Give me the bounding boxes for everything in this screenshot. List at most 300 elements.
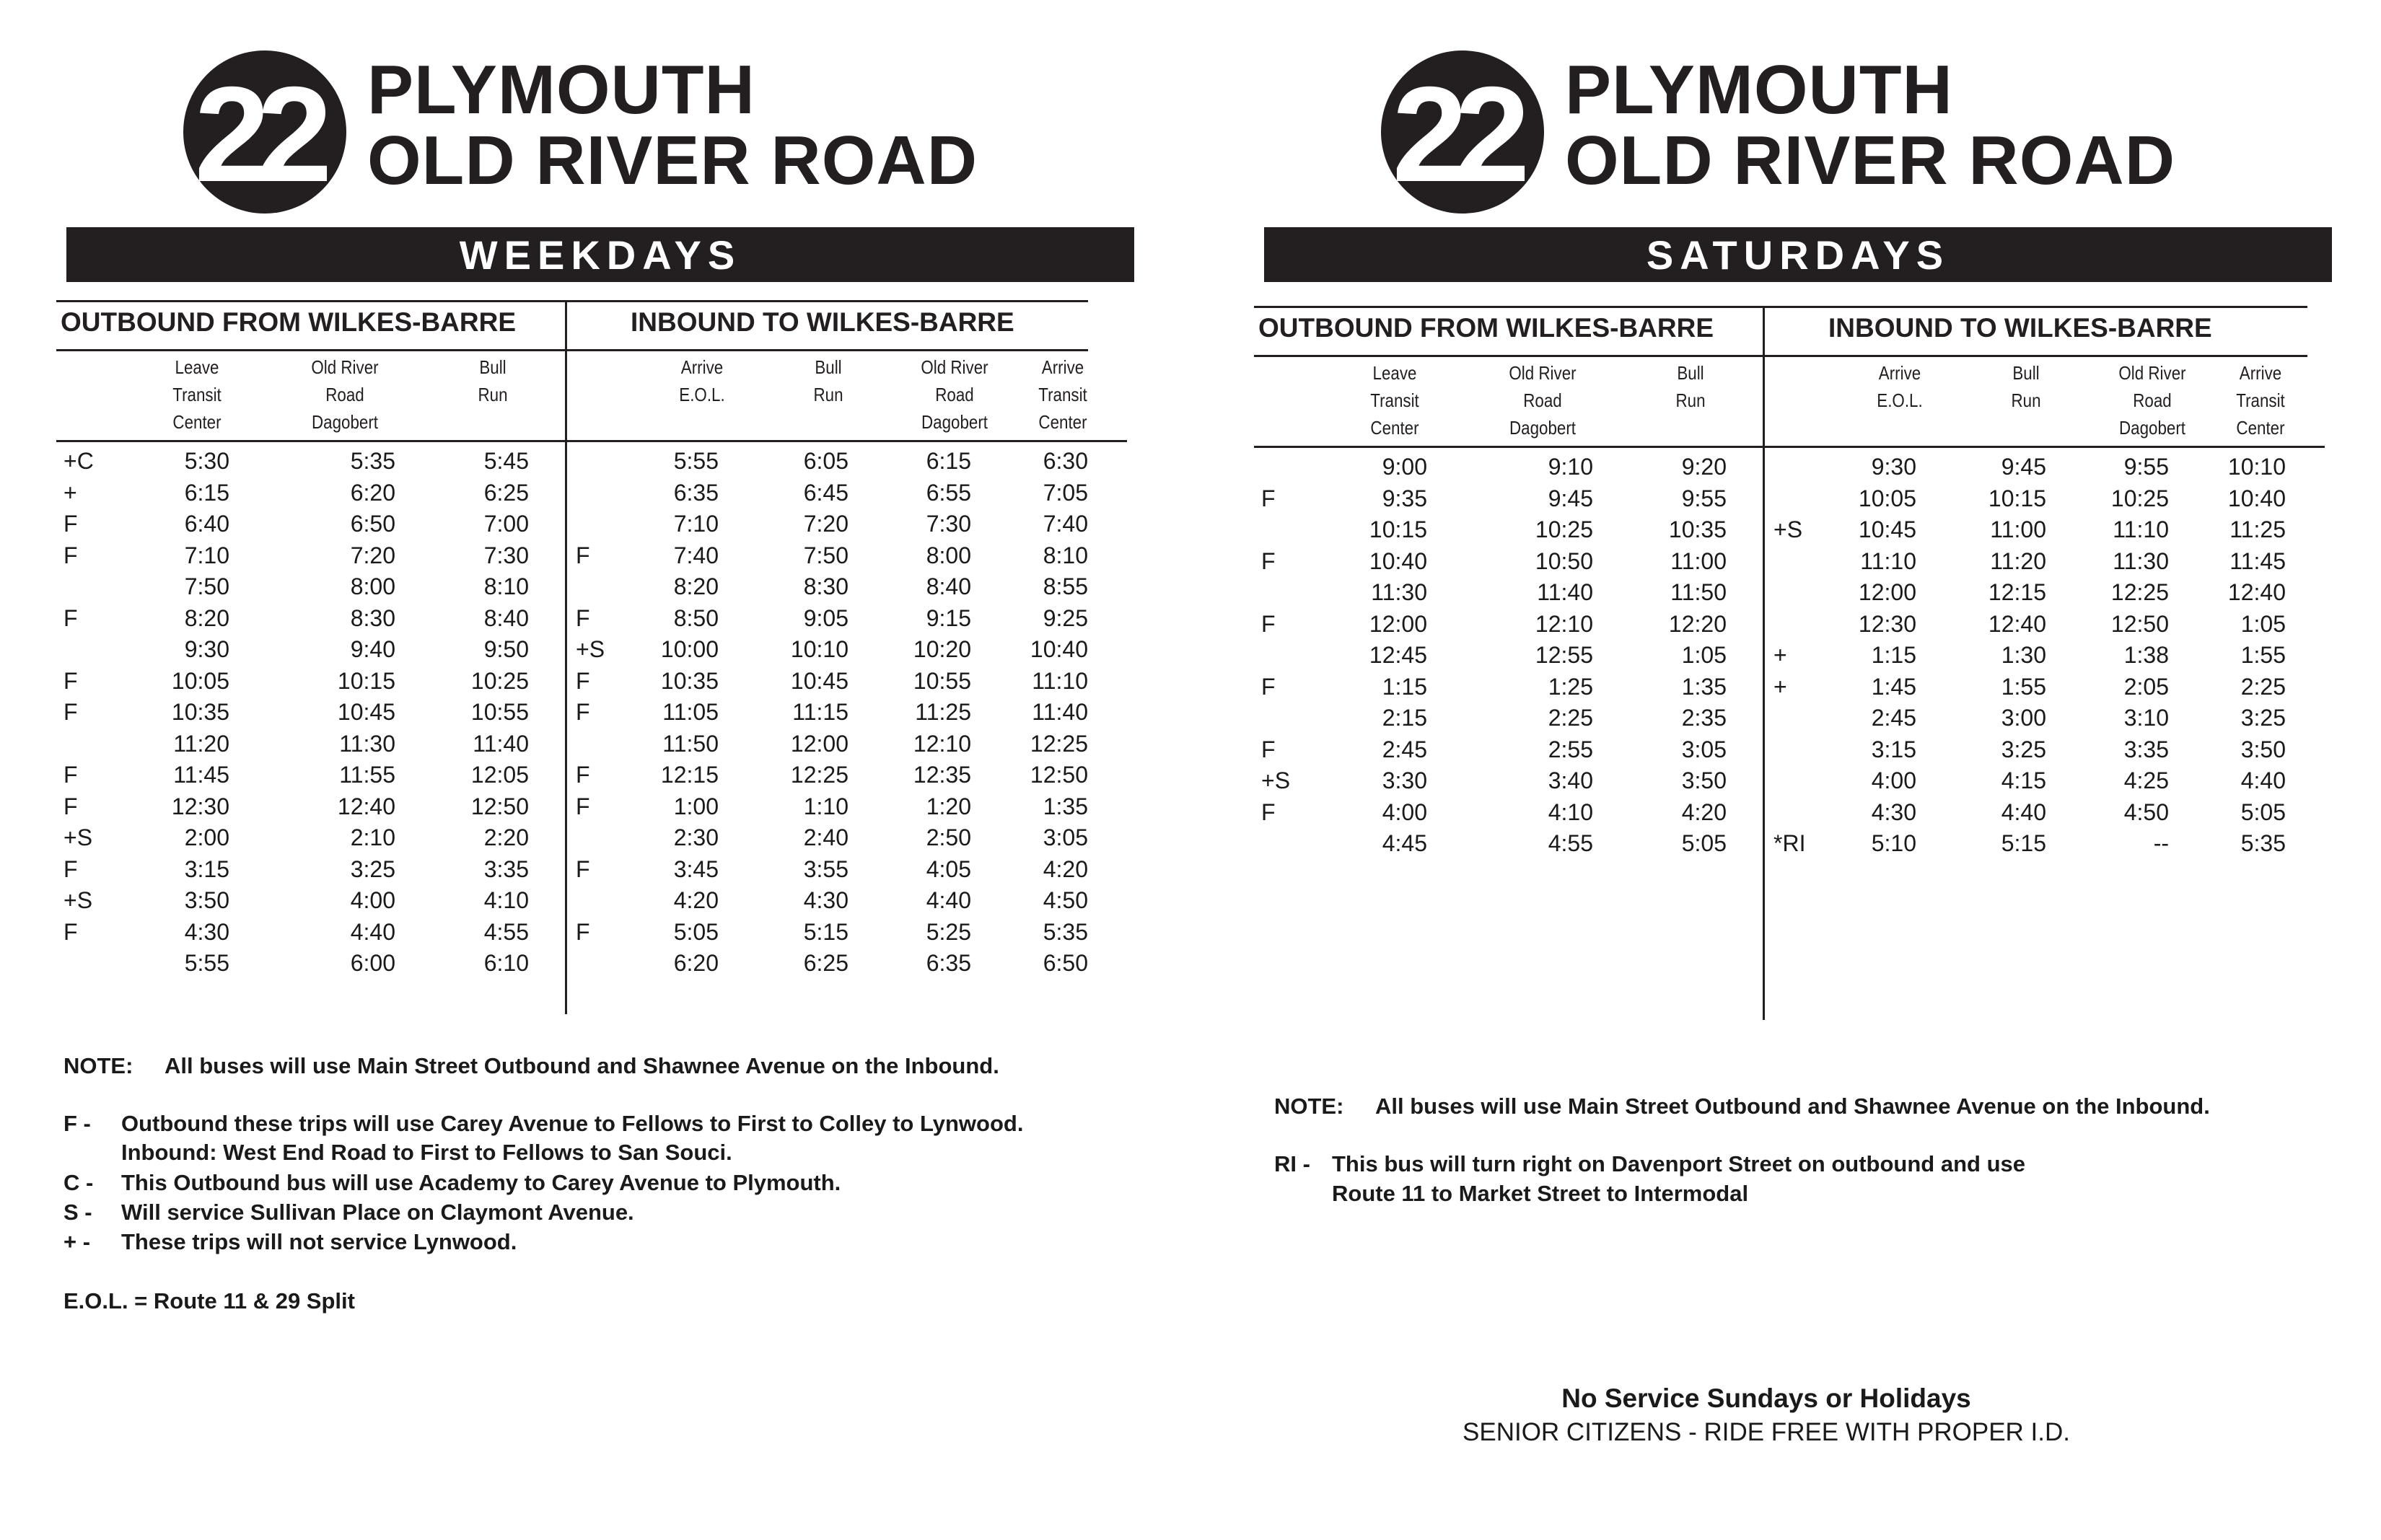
saturdays-panel: [1258, 0, 2358, 1540]
outbound-time: 10:55: [470, 699, 529, 725]
inbound-time: 6:25: [803, 950, 849, 976]
outbound-trip-code: F: [1261, 798, 1276, 825]
outbound-trip-code: F: [63, 918, 78, 945]
outbound-title: OUTBOUND FROM WILKES-BARRE: [61, 307, 517, 337]
note-text: This bus will turn right on Davenport Street on outbound and use: [1332, 1151, 2025, 1176]
inbound-trip-code: F: [576, 604, 590, 631]
inbound-time: 8:40: [926, 573, 971, 599]
inbound-trip-code: +S: [1773, 516, 1803, 542]
outbound-time: 2:20: [483, 824, 529, 850]
inbound-time: 5:55: [673, 448, 719, 474]
inbound-time: 6:45: [803, 479, 849, 506]
table-row: [56, 668, 1139, 700]
outbound-time: 10:25: [470, 667, 529, 694]
outbound-time: 11:40: [1537, 579, 1593, 605]
table-row: [1254, 736, 2336, 768]
inbound-trip-code: F: [576, 542, 590, 568]
table-row: [1254, 705, 2336, 736]
col-head-old-river-road: Old River Road Dagobert: [311, 356, 379, 433]
inbound-time: 4:30: [1871, 798, 1916, 825]
inbound-time: 6:30: [1043, 448, 1088, 474]
outbound-time: 2:45: [1382, 736, 1427, 762]
note-label: F -: [63, 1111, 91, 1136]
outbound-time: 8:40: [483, 604, 529, 631]
note-text: Will service Sullivan Place on Claymont Avenue.: [121, 1200, 634, 1225]
outbound-time: 4:00: [350, 887, 395, 913]
outbound-time: 11:20: [173, 730, 229, 757]
inbound-time: 1:15: [1871, 642, 1916, 668]
outbound-time: 2:15: [1382, 705, 1427, 731]
table-row: [56, 448, 1139, 480]
inbound-time: 3:15: [1871, 736, 1916, 762]
inbound-time: 8:10: [1043, 542, 1088, 568]
inbound-time: 10:15: [1988, 485, 2046, 511]
outbound-time: 11:30: [1371, 579, 1427, 605]
note-label: RI -: [1274, 1151, 1310, 1176]
outbound-time: 7:10: [184, 542, 229, 568]
inbound-time: 6:20: [673, 950, 719, 976]
inbound-trip-code: F: [576, 762, 590, 788]
inbound-time: 4:15: [2001, 767, 2046, 793]
inbound-time: 4:40: [926, 887, 971, 913]
route-name-line2: OLD RIVER ROAD: [367, 122, 978, 199]
inbound-time: 12:40: [1988, 610, 2046, 637]
inbound-time: 12:30: [1858, 610, 1916, 637]
outbound-time: 8:00: [350, 573, 395, 599]
route-number-badge: 22: [183, 50, 346, 214]
outbound-time: 12:40: [337, 793, 395, 819]
inbound-time: 10:05: [1858, 485, 1916, 511]
inbound-time: 1:10: [803, 793, 849, 819]
top-rule: [56, 300, 1088, 302]
no-service-notice: No Service Sundays or Holidays: [1561, 1383, 1971, 1413]
note-text: Outbound these trips will use Carey Avenue to Fellows to First to Colley to Lynwood.: [121, 1111, 1024, 1136]
inbound-time: 10:45: [1858, 516, 1916, 542]
inbound-time: 12:50: [1030, 762, 1088, 788]
inbound-time: 11:10: [1860, 547, 1916, 574]
inbound-time: 10:00: [660, 636, 719, 662]
inbound-time: 5:35: [2240, 830, 2286, 856]
inbound-time: 10:40: [1030, 636, 1088, 662]
outbound-time: 9:30: [184, 636, 229, 662]
note-label: C -: [63, 1170, 94, 1195]
outbound-time: 10:40: [1369, 547, 1427, 574]
outbound-time: 4:20: [1681, 798, 1727, 825]
outbound-time: 12:10: [1535, 610, 1593, 637]
col-head-leave-transit: Leave Transit Center: [1370, 362, 1419, 439]
outbound-trip-code: +: [63, 479, 77, 506]
inbound-time: 6:55: [926, 479, 971, 506]
outbound-trip-code: F: [1261, 610, 1276, 637]
inbound-trip-code: +: [1773, 642, 1787, 668]
inbound-time: 11:20: [1990, 547, 2046, 574]
note-label: NOTE:: [63, 1053, 133, 1078]
table-row: [56, 511, 1139, 542]
outbound-time: 12:45: [1369, 642, 1427, 668]
inbound-time: 10:45: [790, 667, 849, 694]
inbound-time: 4:30: [803, 887, 849, 913]
table-row: [1254, 548, 2336, 580]
inbound-trip-code: F: [576, 793, 590, 819]
outbound-time: 12:55: [1535, 642, 1593, 668]
column-header-rule: [1254, 446, 2325, 448]
inbound-time: 11:00: [1990, 516, 2046, 542]
outbound-time: 2:25: [1548, 705, 1593, 731]
inbound-time: 4:50: [2123, 798, 2169, 825]
outbound-time: 3:15: [184, 855, 229, 882]
inbound-time: 12:50: [2110, 610, 2169, 637]
inbound-time: 2:05: [2123, 673, 2169, 700]
outbound-time: 2:10: [350, 824, 395, 850]
note-text: These trips will not service Lynwood.: [121, 1229, 517, 1254]
inbound-time: 9:55: [2123, 454, 2169, 480]
outbound-time: 4:10: [1548, 798, 1593, 825]
inbound-time: 8:55: [1043, 573, 1088, 599]
inbound-time: 11:25: [915, 699, 971, 725]
col-head-old-river-road: Old River Road Dagobert: [1509, 362, 1577, 439]
outbound-time: 7:50: [184, 573, 229, 599]
inbound-trip-code: +: [1773, 673, 1787, 700]
inbound-time: 12:00: [1858, 579, 1916, 605]
note-text: Route 11 to Market Street to Intermodal: [1332, 1181, 1749, 1206]
weekdays-schedule-table: [56, 300, 1139, 1021]
note-label: S -: [63, 1200, 92, 1225]
outbound-time: 9:50: [483, 636, 529, 662]
inbound-time: 5:05: [673, 918, 719, 945]
inbound-time: 7:05: [1043, 479, 1088, 506]
col-head-old-river-road-in: Old River Road Dagobert: [921, 356, 988, 433]
outbound-trip-code: F: [63, 667, 78, 694]
outbound-time: 5:30: [184, 448, 229, 474]
inbound-time: 3:55: [803, 855, 849, 882]
outbound-time: 4:55: [1548, 830, 1593, 856]
outbound-time: 6:40: [184, 511, 229, 537]
outbound-time: 5:55: [184, 950, 229, 976]
outbound-time: 7:00: [483, 511, 529, 537]
outbound-time: 12:30: [171, 793, 229, 819]
inbound-trip-code: F: [576, 918, 590, 945]
outbound-trip-code: +C: [63, 448, 94, 474]
inbound-time: 10:35: [660, 667, 719, 694]
outbound-trip-code: F: [1261, 485, 1276, 511]
outbound-time: 12:05: [470, 762, 529, 788]
inbound-time: 11:10: [1032, 667, 1088, 694]
outbound-time: 4:55: [483, 918, 529, 945]
inbound-trip-code: *RI: [1773, 830, 1806, 856]
inbound-time: 4:20: [1043, 855, 1088, 882]
outbound-time: 10:05: [171, 667, 229, 694]
inbound-time: 6:35: [926, 950, 971, 976]
outbound-title: OUTBOUND FROM WILKES-BARRE: [1258, 313, 1714, 343]
inbound-trip-code: F: [576, 667, 590, 694]
outbound-time: 6:25: [483, 479, 529, 506]
inbound-time: 4:05: [926, 855, 971, 882]
inbound-time: 11:05: [662, 699, 719, 725]
outbound-time: 11:30: [339, 730, 395, 757]
route-number-badge: 22: [1381, 50, 1544, 214]
outbound-trip-code: +S: [63, 824, 93, 850]
inbound-time: 6:05: [803, 448, 849, 474]
outbound-trip-code: F: [63, 604, 78, 631]
inbound-time: 1:55: [2240, 642, 2286, 668]
inbound-time: 1:35: [1043, 793, 1088, 819]
inbound-time: 11:40: [1032, 699, 1088, 725]
table-row: [1254, 830, 2336, 862]
col-head-bull-run: Bull Run: [1675, 362, 1706, 411]
saturdays-footer: [1297, 1383, 2235, 1447]
route-header: [1381, 48, 2247, 214]
inbound-header-rule: [567, 349, 1088, 351]
table-row: [1254, 642, 2336, 674]
outbound-time: 10:15: [337, 667, 395, 694]
outbound-time: 7:30: [483, 542, 529, 568]
col-head-bull-run-in: Bull Run: [813, 356, 843, 405]
outbound-trip-code: +S: [63, 887, 93, 913]
route-name-line1: PLYMOUTH: [367, 51, 755, 128]
route-name-line2: OLD RIVER ROAD: [1565, 122, 2176, 199]
saturdays-schedule-table: [1254, 306, 2336, 1027]
table-row: [1254, 516, 2336, 548]
outbound-time: 2:00: [184, 824, 229, 850]
note-label: NOTE:: [1274, 1094, 1344, 1119]
inbound-time: 4:00: [1871, 767, 1916, 793]
inbound-time: 11:25: [2229, 516, 2286, 542]
inbound-time: 12:00: [790, 730, 849, 757]
inbound-time: 3:25: [2001, 736, 2046, 762]
col-head-bull-run: Bull Run: [478, 356, 508, 405]
inbound-time: 12:25: [1030, 730, 1088, 757]
outbound-time: 3:50: [1681, 767, 1727, 793]
outbound-time: 4:10: [483, 887, 529, 913]
inbound-time: 11:15: [792, 699, 849, 725]
outbound-time: 5:35: [350, 448, 395, 474]
outbound-time: 11:45: [173, 762, 229, 788]
inbound-time: 1:00: [673, 793, 719, 819]
outbound-time: 10:35: [171, 699, 229, 725]
outbound-time: 5:45: [483, 448, 529, 474]
table-row: [1254, 767, 2336, 799]
outbound-time: 9:00: [1382, 454, 1427, 480]
inbound-time: 7:40: [1043, 511, 1088, 537]
outbound-time: 5:05: [1681, 830, 1727, 856]
inbound-time: 3:50: [2240, 736, 2286, 762]
col-head-arrive-transit: Arrive Transit Center: [2236, 362, 2285, 439]
inbound-time: 5:05: [2240, 798, 2286, 825]
outbound-trip-code: F: [63, 542, 78, 568]
inbound-title: INBOUND TO WILKES-BARRE: [631, 307, 1014, 337]
outbound-trip-code: +S: [1261, 767, 1291, 793]
col-head-arrive-eol: Arrive E.O.L.: [1877, 362, 1923, 411]
inbound-time: 1:30: [2001, 642, 2046, 668]
inbound-time: 1:05: [2240, 610, 2286, 637]
outbound-time: 10:15: [1369, 516, 1427, 542]
outbound-trip-code: F: [63, 762, 78, 788]
route-name: [1565, 51, 2176, 199]
outbound-time: 11:00: [1670, 547, 1727, 574]
inbound-time: 11:10: [2113, 516, 2169, 542]
table-row: [56, 856, 1139, 888]
table-row: [1254, 611, 2336, 643]
table-row: [56, 950, 1139, 982]
outbound-time: 10:35: [1668, 516, 1727, 542]
outbound-time: 9:45: [1548, 485, 1593, 511]
inbound-time: 4:40: [2240, 767, 2286, 793]
inbound-time: 11:50: [662, 730, 719, 757]
outbound-time: 3:30: [1382, 767, 1427, 793]
inbound-time: 5:25: [926, 918, 971, 945]
inbound-time: 8:50: [673, 604, 719, 631]
inbound-time: 3:35: [2123, 736, 2169, 762]
outbound-time: 8:20: [184, 604, 229, 631]
col-head-bull-run-in: Bull Run: [2011, 362, 2041, 411]
inbound-time: 5:35: [1043, 918, 1088, 945]
table-row: [56, 793, 1139, 825]
inbound-time: 7:10: [673, 511, 719, 537]
table-row: [1254, 485, 2336, 517]
inbound-time: 5:10: [1871, 830, 1916, 856]
inbound-time: 8:20: [673, 573, 719, 599]
inbound-time: 12:25: [790, 762, 849, 788]
table-row: [56, 573, 1139, 605]
inbound-time: 7:20: [803, 511, 849, 537]
table-row: [56, 762, 1139, 793]
inbound-time: 6:35: [673, 479, 719, 506]
route-name: [367, 51, 978, 199]
inbound-time: 3:45: [673, 855, 719, 882]
outbound-time: 6:10: [483, 950, 529, 976]
table-row: [1254, 454, 2336, 485]
inbound-time: 10:40: [2227, 485, 2286, 511]
inbound-time: 9:25: [1043, 604, 1088, 631]
inbound-time: 9:45: [2001, 454, 2046, 480]
inbound-time: 5:15: [2001, 830, 2046, 856]
inbound-header-rule: [1765, 355, 2307, 357]
outbound-time: 3:40: [1548, 767, 1593, 793]
note-text: This Outbound bus will use Academy to Carey Avenue to Plymouth.: [121, 1170, 841, 1195]
outbound-time: 9:40: [350, 636, 395, 662]
outbound-time: 4:30: [184, 918, 229, 945]
inbound-time: 11:30: [2113, 547, 2169, 574]
outbound-time: 3:35: [483, 855, 529, 882]
inbound-time: 6:15: [926, 448, 971, 474]
inbound-trip-code: +S: [576, 636, 605, 662]
outbound-time: 2:55: [1548, 736, 1593, 762]
inbound-time: 10:55: [913, 667, 971, 694]
outbound-time: 7:20: [350, 542, 395, 568]
table-row: [56, 824, 1139, 856]
outbound-time: 1:35: [1681, 673, 1727, 700]
inbound-time: 2:50: [926, 824, 971, 850]
outbound-time: 3:05: [1681, 736, 1727, 762]
inbound-time: 3:25: [2240, 705, 2286, 731]
table-row: [56, 731, 1139, 762]
inbound-time: 3:05: [1043, 824, 1088, 850]
outbound-trip-code: F: [1261, 673, 1276, 700]
table-row: [1254, 674, 2336, 705]
weekdays-panel: [63, 0, 1160, 1540]
inbound-time: 7:30: [926, 511, 971, 537]
inbound-time: 9:05: [803, 604, 849, 631]
inbound-time: 12:15: [1988, 579, 2046, 605]
inbound-time: 3:00: [2001, 705, 2046, 731]
outbound-time: 12:20: [1668, 610, 1727, 637]
inbound-trip-code: F: [576, 855, 590, 882]
outbound-time: 3:25: [350, 855, 395, 882]
col-head-leave-transit: Leave Transit Center: [172, 356, 222, 433]
outbound-time: 2:35: [1681, 705, 1727, 731]
outbound-time: 1:05: [1681, 642, 1727, 668]
inbound-time: 3:10: [2123, 705, 2169, 731]
table-row: [56, 887, 1139, 919]
outbound-time: 12:00: [1369, 610, 1427, 637]
outbound-time: 1:25: [1548, 673, 1593, 700]
table-row: [56, 605, 1139, 637]
senior-citizens-notice: SENIOR CITIZENS - RIDE FREE WITH PROPER I.D.: [1463, 1418, 2070, 1446]
outbound-time: 11:40: [473, 730, 529, 757]
outbound-trip-code: F: [63, 699, 78, 725]
inbound-time: 9:15: [926, 604, 971, 631]
outbound-time: 11:55: [339, 762, 395, 788]
inbound-time: 4:25: [2123, 767, 2169, 793]
col-head-arrive-transit: Arrive Transit Center: [1038, 356, 1087, 433]
outbound-time: 10:25: [1535, 516, 1593, 542]
outbound-time: 9:10: [1548, 454, 1593, 480]
outbound-time: 6:50: [350, 511, 395, 537]
inbound-time: 1:45: [1871, 673, 1916, 700]
note-label: + -: [63, 1229, 91, 1254]
table-row: [56, 542, 1139, 574]
outbound-time: 10:50: [1535, 547, 1593, 574]
top-rule: [1254, 306, 2307, 308]
outbound-time: 6:20: [350, 479, 395, 506]
note-text: All buses will use Main Street Outbound and Shawnee Avenue on the Inbound.: [1375, 1094, 2210, 1119]
outbound-time: 4:00: [1382, 798, 1427, 825]
outbound-time: 9:55: [1681, 485, 1727, 511]
outbound-time: 12:50: [470, 793, 529, 819]
inbound-time: 12:35: [913, 762, 971, 788]
table-row: [56, 919, 1139, 951]
inbound-time: 1:20: [926, 793, 971, 819]
inbound-time: 9:30: [1871, 454, 1916, 480]
note-text: All buses will use Main Street Outbound and Shawnee Avenue on the Inbound.: [165, 1053, 999, 1078]
outbound-header-rule: [1254, 355, 1763, 357]
saturdays-banner: SATURDAYS: [1264, 227, 2332, 282]
outbound-trip-code: F: [63, 793, 78, 819]
outbound-time: 4:40: [350, 918, 395, 945]
inbound-time: 4:20: [673, 887, 719, 913]
inbound-time: 10:10: [2227, 454, 2286, 480]
inbound-time: --: [2153, 830, 2169, 856]
outbound-header-rule: [56, 349, 565, 351]
inbound-time: 10:20: [913, 636, 971, 662]
outbound-trip-code: F: [1261, 547, 1276, 574]
weekdays-banner: WEEKDAYS: [66, 227, 1134, 282]
inbound-title: INBOUND TO WILKES-BARRE: [1828, 313, 2212, 343]
inbound-time: 12:15: [660, 762, 719, 788]
outbound-time: 6:00: [350, 950, 395, 976]
route-header: [183, 48, 1049, 214]
inbound-time: 5:15: [803, 918, 849, 945]
inbound-time: 10:10: [790, 636, 849, 662]
outbound-time: 10:45: [337, 699, 395, 725]
inbound-time: 7:40: [673, 542, 719, 568]
outbound-time: 8:10: [483, 573, 529, 599]
col-head-arrive-eol: Arrive E.O.L.: [679, 356, 725, 405]
outbound-time: 6:15: [184, 479, 229, 506]
inbound-trip-code: F: [576, 699, 590, 725]
outbound-time: 3:50: [184, 887, 229, 913]
table-row: [56, 480, 1139, 511]
